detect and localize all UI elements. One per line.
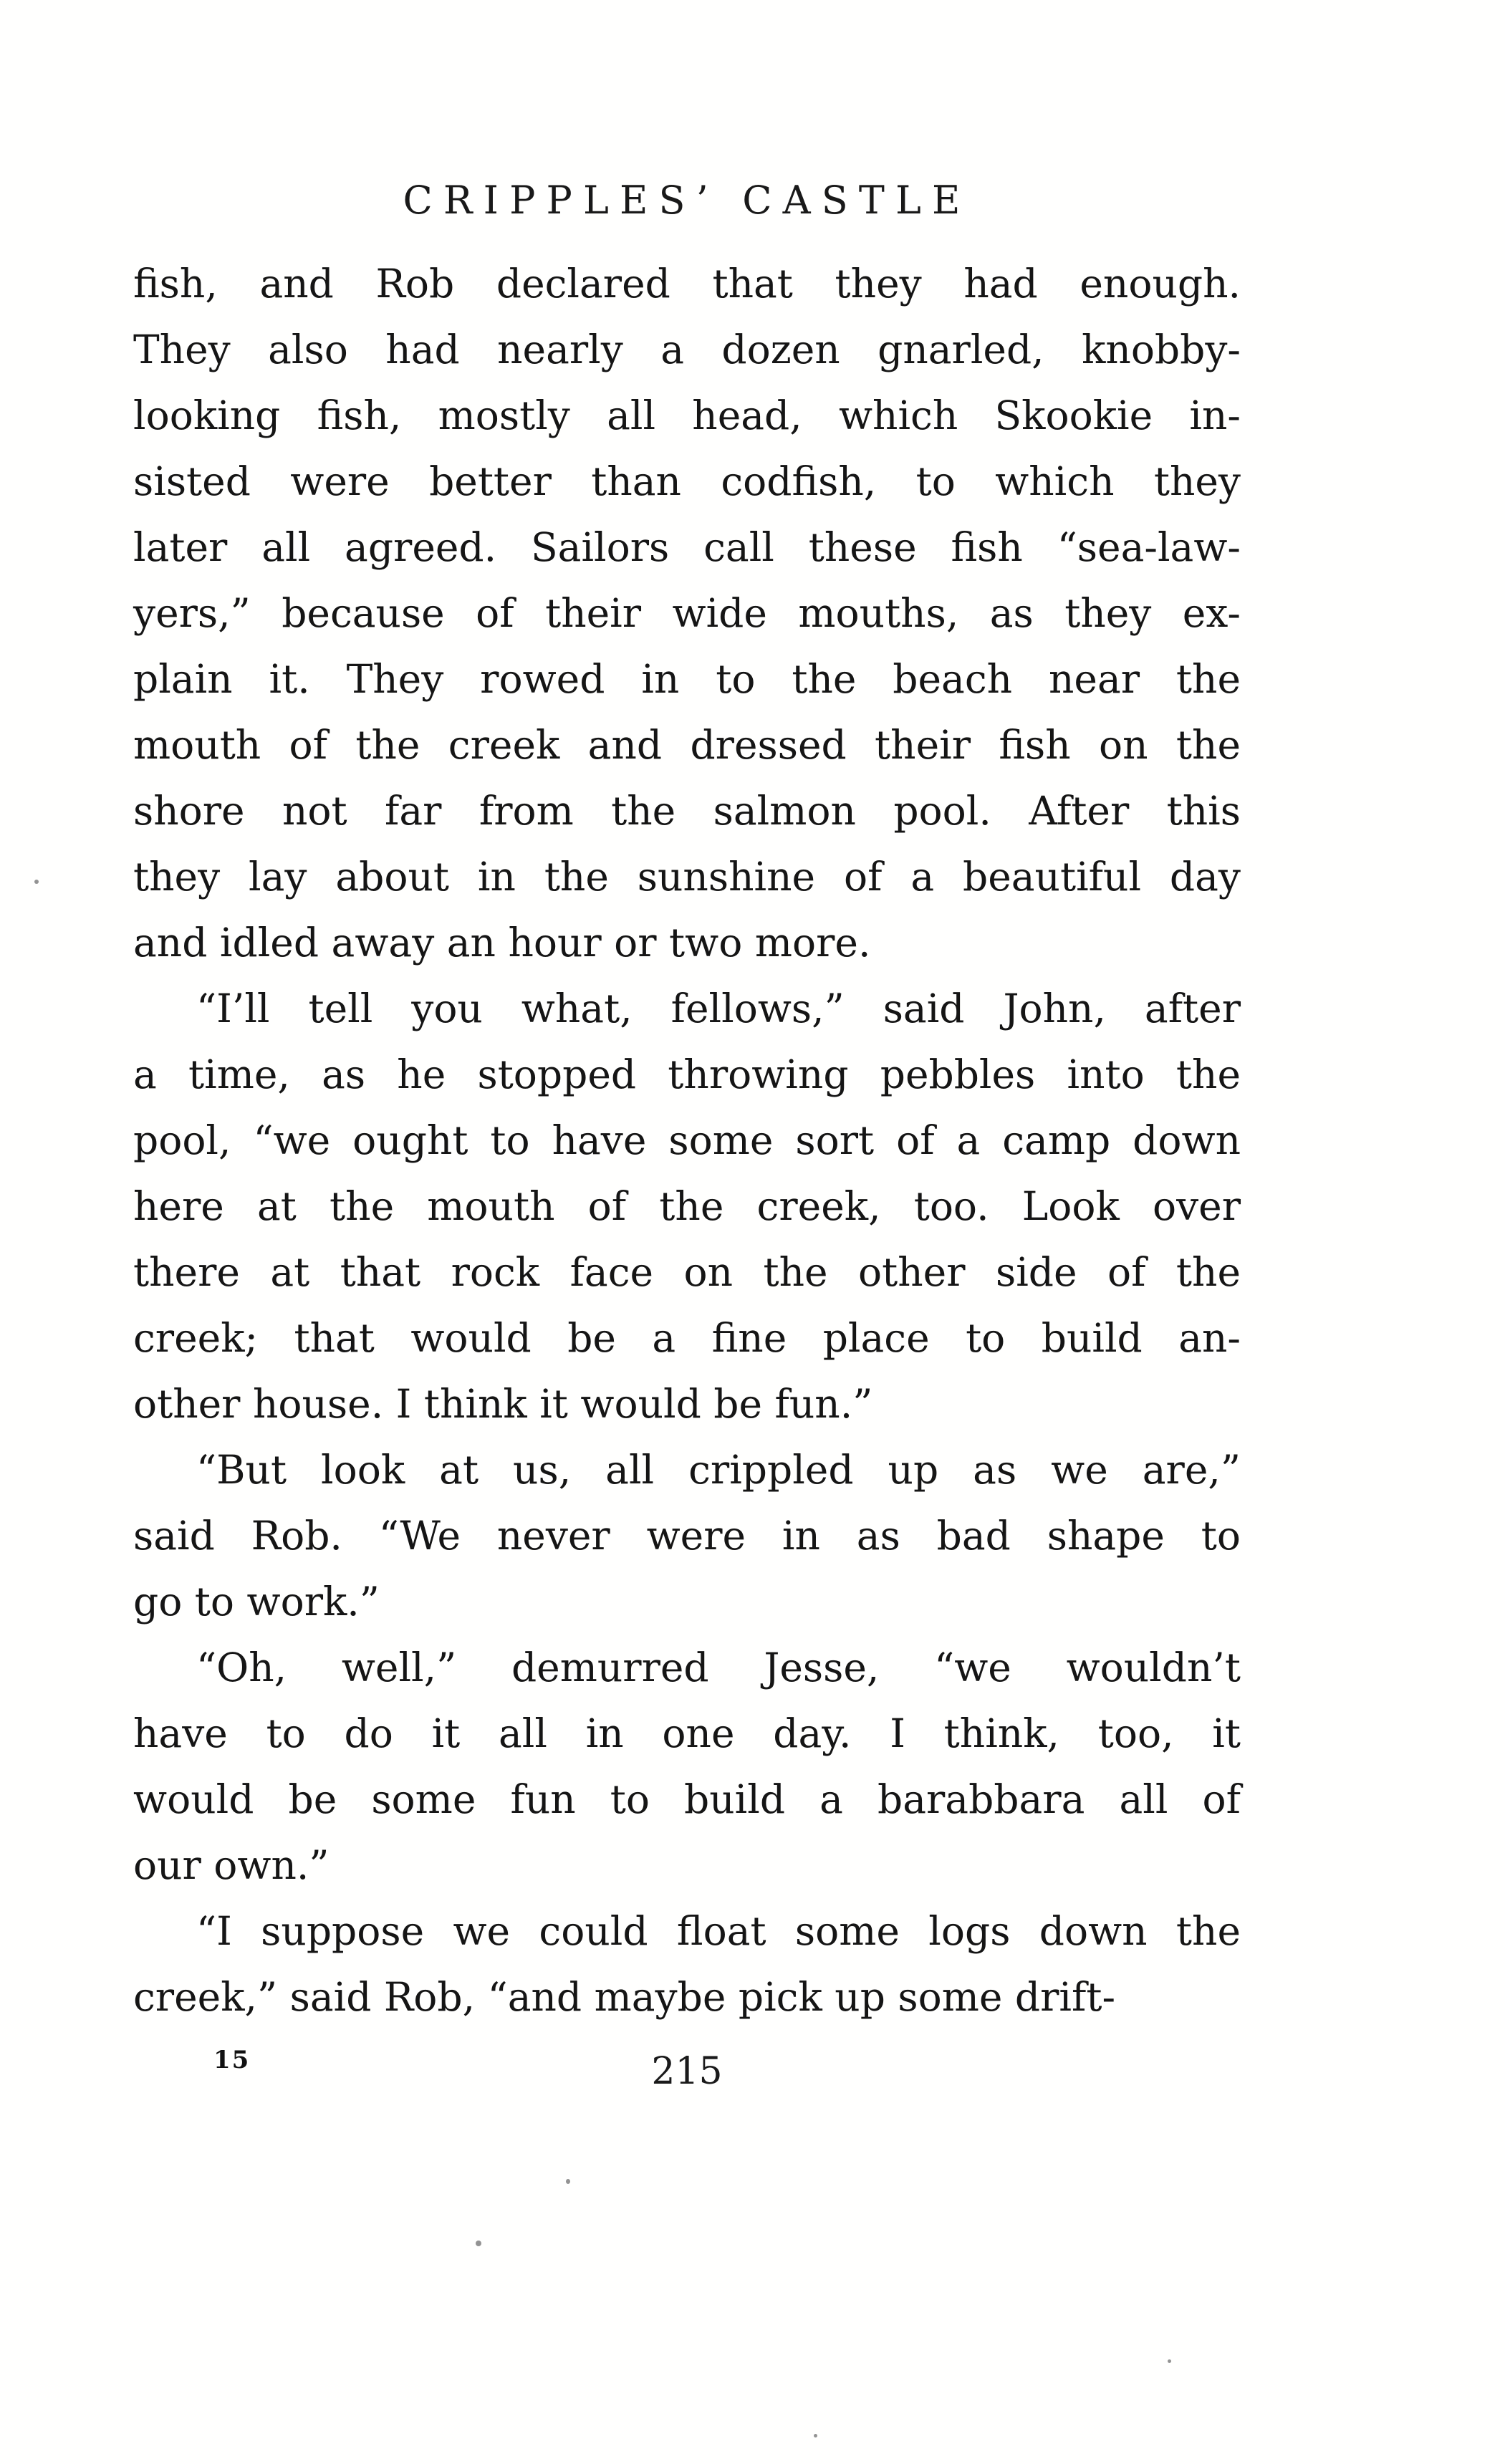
text-line: “I’ll tell you what, fellows,” said John, after <box>196 986 1241 1031</box>
text-line: they lay about in the sunshine of a beautiful day <box>133 854 1241 900</box>
text-line: yers,” because of their wide mouths, as they ex- <box>133 590 1241 636</box>
text-line: our own.” <box>133 1842 330 1888</box>
text-block <box>133 251 1241 2030</box>
scan-speck <box>34 880 39 884</box>
text-line: They also had nearly a dozen gnarled, knobby- <box>133 327 1241 372</box>
paragraph <box>133 1437 1241 1635</box>
text-line: said Rob. “We never were in as bad shape to <box>133 1513 1241 1559</box>
text-line: looking fish, mostly all head, which Skookie in- <box>133 393 1241 438</box>
scan-speck <box>476 2241 481 2246</box>
text-line: would be some fun to build a barabbara all of <box>133 1776 1241 1822</box>
text-line: here at the mouth of the creek, too. Look over <box>133 1183 1241 1229</box>
text-line: there at that rock face on the other side of the <box>133 1249 1241 1295</box>
paragraph <box>133 976 1241 1437</box>
scan-speck <box>814 2434 817 2437</box>
paragraph <box>133 1898 1241 2030</box>
text-line: fish, and Rob declared that they had enough. <box>133 261 1241 307</box>
text-line: have to do it all in one day. I think, too, it <box>133 1710 1241 1756</box>
paragraph <box>133 251 1241 976</box>
text-line: creek,” said Rob, “and maybe pick up some drift- <box>133 1974 1116 2020</box>
text-line: “I suppose we could float some logs down the <box>196 1908 1241 1954</box>
scan-speck <box>1168 2359 1171 2363</box>
text-line: later all agreed. Sailors call these fish “sea-law- <box>133 524 1241 570</box>
text-line: pool, “we ought to have some sort of a camp down <box>133 1117 1241 1163</box>
text-line: mouth of the creek and dressed their fish on the <box>133 722 1241 768</box>
page-number: 215 <box>651 2050 723 2093</box>
signature-mark: 15 <box>213 2046 251 2074</box>
text-line: “Oh, well,” demurred Jesse, “we wouldn’t <box>196 1645 1241 1690</box>
text-line: creek; that would be a fine place to build an- <box>133 1315 1241 1361</box>
text-line: other house. I think it would be fun.” <box>133 1381 873 1427</box>
paragraph <box>133 1635 1241 1898</box>
text-line: and idled away an hour or two more. <box>133 920 871 966</box>
text-line: sisted were better than codfish, to which they <box>133 458 1241 504</box>
text-line: a time, as he stopped throwing pebbles into the <box>133 1051 1241 1097</box>
text-line: plain it. They rowed in to the beach near the <box>133 656 1241 702</box>
text-line: go to work.” <box>133 1579 380 1625</box>
running-head: CRIPPLES’ CASTLE <box>403 178 971 223</box>
text-line: “But look at us, all crippled up as we are,” <box>196 1447 1241 1493</box>
text-line: shore not far from the salmon pool. After this <box>133 788 1241 834</box>
scan-speck <box>566 2179 570 2184</box>
